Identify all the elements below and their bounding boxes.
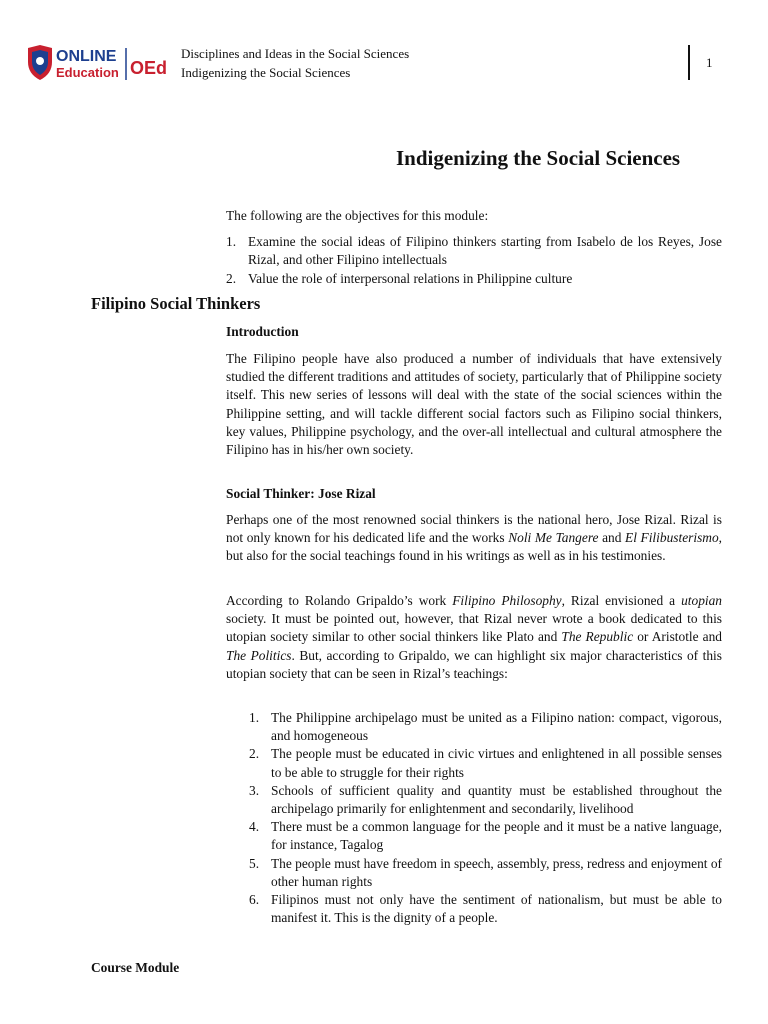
objectives-intro: The following are the objectives for this module: <box>226 208 489 223</box>
introduction-paragraph: The Filipino people have also produced a number of individuals that have extensively studied the different traditions and attitudes of society, particularly that of Philippine society itself. This new series of lessons will deal with the state of the social sciences within the Philippine setting, and will tackle different social factors such as Filipino social thinkers, key values, Philippine psychology, and the over-all intellectual and cultural atmosphere the Filipino has in his/her own society. <box>226 351 722 458</box>
book-title-filipino-philosophy: Filipino Philosophy <box>452 593 562 608</box>
list-item: 5. The people must have freedom in speech, assembly, press, redress and enjoyment of other human rights <box>249 855 722 889</box>
rizal-heading: Social Thinker: Jose Rizal <box>226 486 376 501</box>
list-item: 6. Filipinos must not only have the sentiment of nationalism, but must be able to manifest it. This is the dignity of a people. <box>249 892 722 926</box>
objective-item <box>226 233 722 269</box>
list-item: 1. The Philippine archipelago must be united as a Filipino nation: compact, vigorous, and homogeneous <box>249 710 722 744</box>
list-item: 4. There must be a common language for the people and it must be a native language, for instance, Tagalog <box>249 819 722 853</box>
term-utopian: utopian <box>681 593 722 608</box>
page-title: Indigenizing the Social Sciences <box>396 146 681 170</box>
objective-number: 2. <box>226 271 237 287</box>
objectives-list <box>226 233 722 290</box>
characteristics-list <box>249 709 722 927</box>
introduction-heading: Introduction <box>226 324 299 339</box>
book-title-politics: The Politics <box>226 647 292 663</box>
objective-text: Examine the social ideas of Filipino thinkers starting from Isabelo de los Reyes, Jose Rizal, and other Filipino intellectuals <box>248 234 722 268</box>
online-education-logo <box>26 44 174 84</box>
section-heading: Filipino Social Thinkers <box>91 294 261 313</box>
page-number: 1 <box>706 55 713 70</box>
objective-number: 1. <box>226 234 237 249</box>
shield-icon <box>28 45 52 80</box>
objective-item <box>226 270 722 288</box>
list-item: 3. Schools of sufficient quality and quantity must be established throughout the archipelago primarily for enlightenment and secondarily, livelihood <box>249 782 722 817</box>
svg-text:OEd: OEd <box>130 58 168 78</box>
rizal-paragraph-1: Perhaps one of the most renowned social thinkers is the national hero, Jose Rizal. Rizal is not only known for his dedicated life and the works Noli Me Tangere and El Filibusterismo, but also for the social teachings found in his writings as well as in his testimonies. <box>226 512 723 564</box>
footer-course-module: Course Module <box>91 960 180 975</box>
book-title-noli: Noli Me Tangere <box>508 530 599 546</box>
book-title-fili: El Filibusterismo <box>625 530 719 546</box>
list-item: 2. The people must be educated in civic virtues and enlightened in all possible senses to be able to struggle for their rights <box>249 746 722 780</box>
book-title-republic: The Republic <box>561 629 634 645</box>
header-course-title: Disciplines and Ideas in the Social Sciences <box>181 46 410 61</box>
svg-text:ONLINE: ONLINE <box>56 48 117 65</box>
rizal-paragraph-2: According to Rolando Gripaldo’s work Filipino Philosophy, Rizal envisioned a utopian society. It must be pointed out, however, that Rizal never wrote a book dedicated to this utopian society similar to other social thinkers like Plato and The Republic or Aristotle and The Politics. But, according to Gripaldo, we can highlight six major characteristics of this utopian society that can be seen in Rizal’s teachings: <box>226 593 722 681</box>
header-module-title: Indigenizing the Social Sciences <box>181 65 351 80</box>
objective-text: Value the role of interpersonal relations in Philippine culture <box>248 271 573 287</box>
svg-text:Education: Education <box>56 65 119 80</box>
header-divider <box>688 45 690 80</box>
